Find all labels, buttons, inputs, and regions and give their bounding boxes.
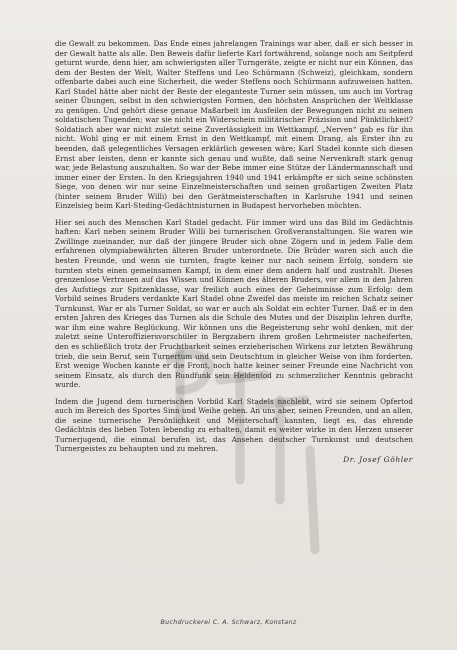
printer-imprint: Buchdruckerei C. A. Schwarz, Konstanz bbox=[160, 619, 297, 626]
author-signature: Dr. Josef Göhler bbox=[343, 454, 413, 464]
paragraph-3 bbox=[55, 397, 413, 454]
author-line bbox=[55, 455, 413, 465]
paragraph-1: die Gewalt zu bekommen. Das Ende eines jahrelangen Trainings war aber, daß er sich besser in der Gewalt hatte als alle. Den Beweis dafür lieferte Karl fortwährend, solange noch am Seitpferd geturnt wurde, denn hier, am schwierigsten aller Turngeräte, zeigte er nicht nur ein Können, das dem der Besten der Welt, Walter Steffens und Leo Schürmann (Schweiz), gleichkam, sondern offenbarte dabei auch eine Sicherheit, die weder Steffens noch Schürmann aufzuweisen hatten. Karl Stadel hätte aber nicht der Beste der eleganteste Turner sein müssen, um auch im Vortrag seiner Übungen, selbst in den schwierigsten Formen, den höchsten Ansprüchen der Weltklasse zu genügen. Und gehört diese genaue Maßarbeit im Ausfeilen der Bewegungen nicht zu seinen soldatischen Tugenden; war sie nicht ein Widerschein militärischer Präzision und Pünktlichkeit? Soldatisch aber war nicht zuletzt seine Zuverlässigkeit im Wettkampf, „Nerven“ gab es für ihn nicht. Wohl ging er mit einem Ernst in den Wettkampf, mit einem Drang, als Erster ihn zu beenden, daß gelegentliches Versagen erklärlich gewesen wäre; Karl Stadel konnte sich diesen Ernst aber leisten, denn er kannte sich genau und wußte, daß seine Nervenkraft stark genug war, jede Belastung auszuhalten. So war der Bebe immer eine Stütze der Ländermannschaft und immer einer der Ersten. In den Kriegsjahren 1940 und 1941 erkämpfte er sich seine schönsten Siege, von denen wir nur seine Einzelmeisterschaften und seinen großartigen Zweiten Platz (hinter seinem Bruder Willi) bei den Gerätmeisterschaften in Karlsruhe 1941 und seinen Einzelsieg beim Karl-Steding-Gedächtnisturnen in Budapest hervorheben möchten. bbox=[55, 39, 413, 211]
paragraph-3-text: Indem die Jugend dem turnerischen Vorbild Karl Stadels nachlebt, wird sie seinem Opfertod auch im Bereich des Sportes Sinn und Weihe geben. An uns aber, seinen Freunden, und an allen, die seine turnerische Persönlichkeit und Meisterschaft kannten, liegt es, das ehrende Gedächtnis des lieben Toten lebendig zu erhalten, damit es weiter wirke in den Herzen unserer Turnerjugend, die einmal berufen ist, das Ansehen deutscher Turnkunst und deutschen Turnergeistes zu behaupten und zu mehren. bbox=[55, 396, 413, 454]
article-body bbox=[55, 39, 413, 465]
paragraph-2: Hier sei auch des Menschen Karl Stadel gedacht. Für immer wird uns das Bild im Gedächtnis haften: Karl neben seinem Bruder Willi bei turnerischen Großveranstaltungen. Sie waren wie Zwillinge zueinander, nur daß der jüngere Bruder sich ohne Zögern und in jedem Falle dem erfahrenen olympiabewährten älteren Bruder unterordnete. Die Brüder waren sich auch die besten Freunde, und wenn sie turnten, fragte keiner nur nach seinem Erfolg, sondern sie turnten stets einen gemeinsamen Kampf, in dem einer dem andern half und zustrahlt. Dieses grenzenlose Vertrauen auf das Wissen und Können des älteren Bruders, vor allem in den Jahren des Aufstiegs zur Spitzenklasse, war freilich auch eines der Geheimnisse zum Erfolg: dem Vorbild seines Bruders verdankte Karl Stadel ohne Zweifel das meiste im reichen Schatz seiner Turnkunst. War er als Turner Soldat, so war er auch als Soldat ein echter Turner. Daß er in den ersten Jahren des Krieges das Turnen als die Schule des Mutes und der Disziplin lehren durfte, war ihm eine wahre Beglückung. Wir können uns die Begeisterung sehr wohl denken, mit der zuletzt seine Unteroffiziersvorschüler in Bergzabern ihrem großen Lehrmeister nacheiferten, den es schließlich trotz der Fruchtbarkeit seines erzieherischen Wirkens zur letzten Bewährung trieb, die sein Beruf, sein Turnertum und sein Deutschtum in gleicher Weise von ihm forderten. Erst wenige Wochen kannte er die Front, noch hatte keiner seiner Freunde eine Nachricht von seinem Einsatz, als durch den Rundfunk sein Heldentod zu schmerzlicher Kenntnis gebracht wurde. bbox=[55, 217, 413, 390]
